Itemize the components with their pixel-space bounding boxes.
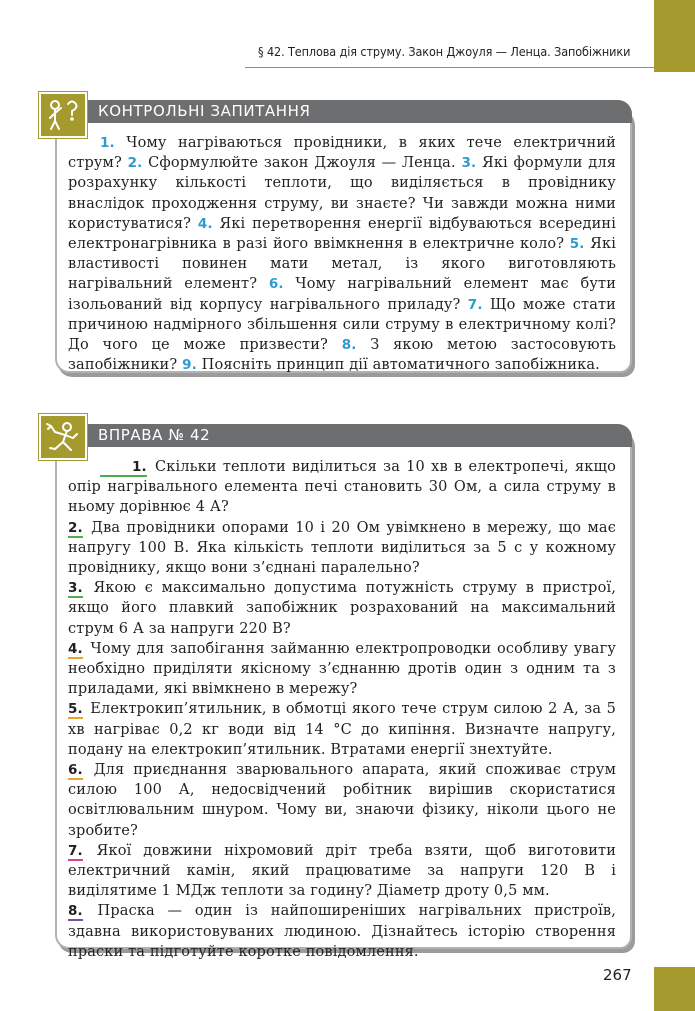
question-text: З якою метою застосовують запобіжники? (68, 337, 616, 374)
exercise-number: 4. (68, 640, 83, 657)
question-text: Що може стати причиною надмірного збільшення сили струму в електричному колі? До чого це може призвести? (68, 296, 616, 354)
exercise-item-text: Якою є максимально допустима потужність струму в пристрої, якщо його плавкий запобіжник розрахований на максимальний струм 6 А за напруги 220 В? (68, 580, 616, 637)
exercise-title: ВПРАВА № 42 (98, 426, 211, 444)
question-text: Чому нагріваються провідники, в яких тече електричний струм? (68, 135, 616, 172)
exercise-item-text: Електрокип’ятильник, в обмотці якого тече струм силою 2 А, за 5 хв нагріває 0,2 кг води від 14 °С до кипіння. Визначте напругу, подану на електрокип’ятильник. Втратами енергії знехтуйте. (68, 701, 616, 758)
running-head: § 42. Теплова дія струму. Закон Джоуля — Ленца. Запобіжники (258, 44, 631, 59)
thinking-figure-icon (39, 92, 87, 138)
exercise-item-text: Чому для запобігання займанню електропроводки особливу увагу необхідно приділяти якісному з’єднанню дротів один з одним та з приладами, які ввімкнено в мережу? (68, 640, 616, 698)
questions-title: КОНТРОЛЬНІ ЗАПИТАННЯ (98, 102, 311, 120)
question-text: Поясніть принцип дії автоматичного запобіжника. (201, 357, 600, 374)
exercise-item-text: Скільки теплоти виділиться за 10 хв в електропечі, якщо опір нагрівального елемента печі становить 30 Ом, а сила струму в ньому дорівнює 4 А? (68, 459, 616, 516)
exercise-text (68, 457, 616, 962)
exercising-figure-icon (39, 414, 87, 460)
question-text: Які перетворення енергії відбуваються всередині електронагрівника в разі його ввімкнення в електричне коло? (68, 215, 616, 253)
question-number: 5. (569, 236, 585, 253)
exercise-item-text: Праска — один із найпоширеніших нагрівальних пристроїв, здавна використовуваних людиною. Дізнайтесь історію створення праски та підготуйте коротке повідомлення. (68, 903, 616, 960)
exercise-item (68, 639, 616, 700)
question-number: 8. (341, 337, 357, 354)
question-number: 1. (100, 135, 115, 151)
exercise-item (68, 901, 616, 962)
question-number: 3. (461, 155, 477, 172)
exercise-number: 3. (68, 580, 83, 597)
exercise-item-text: Два провідники опорами 10 і 20 Ом увімкнено в мережу, що має напругу 100 В. Яка кількість теплоти виділиться за 5 с у кожному провіднику, якщо вони з’єднані паралельно? (68, 519, 616, 577)
exercise-item-text: Якої довжини ніхромовий дріт треба взяти, щоб виготовити електричний камін, який працюватиме за напруги 120 В і виділятиме 1 МДж теплоти за годину? Діаметр дроту 0,5 мм. (68, 842, 617, 900)
question-text: Які формули для розрахунку кількості теплоти, що виділяється в провіднику внаслідок проходження струму, ви знаєте? Чи завжди можна ними користуватися? (68, 155, 617, 232)
top-olive-bar (654, 0, 695, 72)
question-text: Які властивості повинен мати метал, із якого виготовляють нагрівальний елемент? (68, 236, 616, 293)
exercise-item (68, 578, 616, 639)
page-number: 267 (603, 966, 632, 984)
question-number: 6. (268, 276, 284, 293)
exercise-item (68, 457, 616, 518)
exercise-item (68, 518, 616, 579)
bottom-olive-bar (654, 967, 695, 1011)
exercise-item-text: Для приєднання зварювального апарата, який споживає струм силою 100 А, недосвідчений робітник вирішив скористатися освітлювальним шнуром. Чому ви, знаючи фізику, ніколи цього не зробите? (68, 762, 616, 839)
question-number: 2. (127, 155, 143, 172)
question-text: Чому нагрівальний елемент має бути ізольований від корпусу нагрівального приладу? (68, 276, 617, 313)
header-rule (245, 67, 654, 68)
exercise-number: 8. (68, 903, 83, 920)
exercise-number: 6. (68, 762, 83, 779)
exercise-item (68, 760, 616, 841)
exercise-number: 1. (100, 460, 147, 477)
question-number: 4. (197, 215, 213, 232)
exercise-number: 7. (68, 842, 83, 859)
question-number: 9. (182, 357, 197, 374)
question-number: 7. (467, 296, 483, 313)
exercise-number: 5. (68, 701, 83, 718)
questions-text (68, 133, 616, 375)
question-text: Сформулюйте закон Джоуля — Ленца. (148, 155, 456, 172)
exercise-number: 2. (68, 519, 83, 536)
exercise-item (68, 699, 616, 760)
exercise-item (68, 841, 616, 902)
